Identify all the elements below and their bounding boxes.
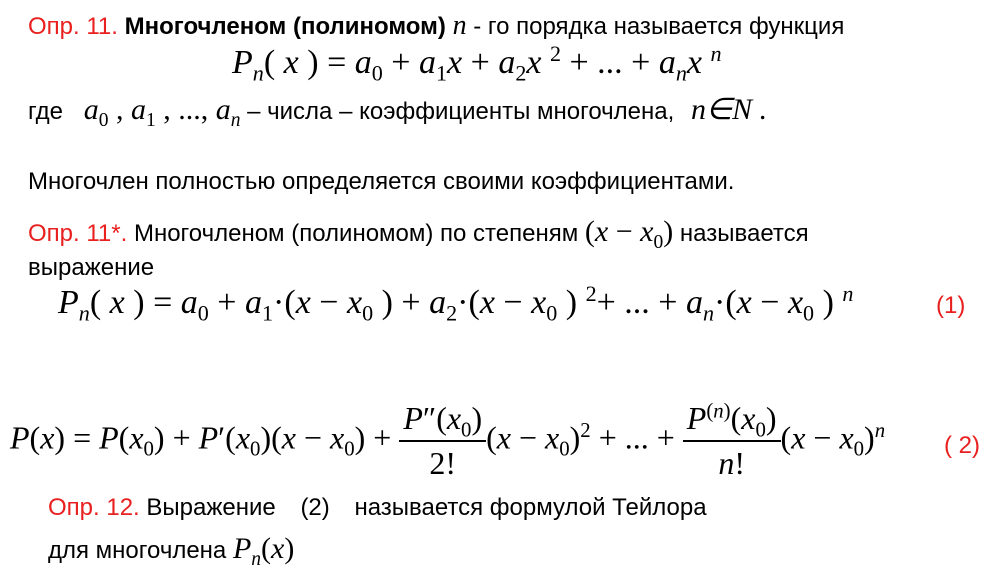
coefficients-list: $a_0$ , $a_1$ , ..., $a_n$ bbox=[83, 93, 241, 131]
definition-11s-text: Многочленом (полиномом) по степеням bbox=[133, 220, 579, 247]
formula-1: $P_n$( x ) = $a_0 + a_1\cdot(x - x_0$ ) + $a_2\cdot(x - x_0$ ) $^2$+ ... + $a_n\cdot(x - x_0$ ) $^n$ bbox=[58, 280, 854, 326]
definition-12-line2 bbox=[48, 532, 295, 570]
definition-11-term: Многочленом (полиномом) bbox=[124, 13, 446, 40]
definition-11s-text3: выражение bbox=[28, 254, 155, 281]
definition-12-text3: для многочлена bbox=[48, 537, 227, 564]
fraction-second-derivative: $\frac{P''(x_0)}{2!}$ bbox=[399, 400, 486, 482]
definition-12-label: Опр. 12. bbox=[48, 494, 140, 521]
definition-12-line bbox=[48, 494, 707, 522]
n-in-N: n∈N . bbox=[690, 93, 768, 126]
definition-11-label: Опр. 11. bbox=[28, 13, 118, 40]
fraction-nth-derivative: $\frac{P^{(n)}(x_0)}{n!}$ bbox=[683, 400, 781, 482]
definition-12-ref: (2) bbox=[300, 494, 330, 521]
statement-text: Многочлен полностью определяется своими коэффициентами. bbox=[28, 168, 735, 195]
coefficients-text: – числа – коэффициенты многочлена, bbox=[247, 98, 675, 125]
coefficients-line bbox=[28, 92, 768, 131]
taylor-formula: $P(x) = P(x_0) + P'(x_0)(x - x_0)$ + $\frac{P''(x_0)}{2!}$ $(x - x_0)^2$ + ... + $\frac{P^{(n)}(x_0)}{n!}$ $(x - x_0)^n$ bbox=[10, 399, 886, 481]
definition-11-n: n bbox=[452, 10, 467, 41]
equation-number-2: ( 2) bbox=[944, 432, 980, 459]
definition-12-text: Выражение bbox=[146, 494, 276, 521]
definition-12-text2: называется формулой Тейлора bbox=[354, 494, 707, 521]
polynomial-formula: $P_n$( x ) = $a_0 + a_1x + a_2x$ $^2$ + ... + $a_nx$ $^n$ bbox=[232, 40, 722, 86]
definition-11s-line bbox=[28, 215, 809, 253]
definition-11-rest: - го порядка называется функция bbox=[473, 13, 845, 40]
definition-11s-text2: называется bbox=[679, 220, 809, 247]
definition-11s-label: Опр. 11*. bbox=[28, 220, 128, 247]
definition-11-line bbox=[28, 10, 844, 42]
pn-of-x: $P_n(x)$ bbox=[232, 532, 295, 570]
x-minus-x0: $(x - x_0)$ bbox=[584, 215, 674, 253]
where-word: где bbox=[28, 98, 64, 125]
equation-number-1: (1) bbox=[936, 292, 966, 319]
